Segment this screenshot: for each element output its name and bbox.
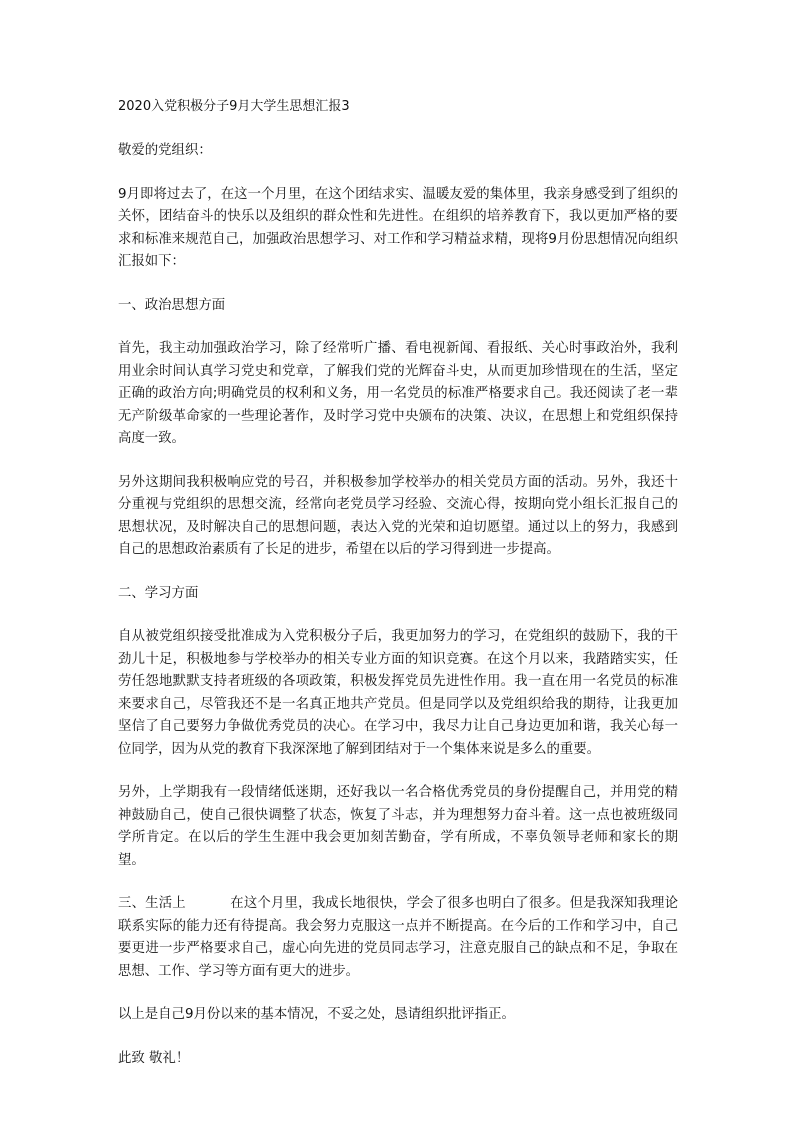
study-paragraph-1: 自从被党组织接受批准成为入党积极分子后，我更加努力的学习，在党组织的鼓励下，我的干劲儿十足，积极地参与学校举办的相关专业方面的知识竞赛。在这个月以来，我踏踏实实，任劳任怨地默默支持者班级的各项政策，积极发挥党员先进性作用。我一直在用一名党员的标准来要求自己，尽管我还不是一名真正地共产党员。但是同学以及党组织给我的期待，让我更加坚信了自己要努力争做优秀党员的决心。在学习中，我尽力让自己身边更加和谐，我关心每一位同学，因为从党的教育下我深深地了解到团结对于一个集体来说是多么的重要。 (118, 629, 678, 757)
intro-paragraph: 9月即将过去了，在这一个月里，在这个团结求实、温暖友爱的集体里，我亲身感受到了组织的关怀，团结奋斗的快乐以及组织的群众性和先进性。在组织的培养教育下，我以更加严格的要求和标准来规范自己，加强政治思想学习、对工作和学习精益求精，现将9月份思想情况向组织汇报如下： (118, 186, 678, 269)
life-paragraph: 三、生活上 在这个月里，我成长地很快，学会了很多也明白了很多。但是我深知我理论联系实际的能力还有待提高。我会努力克服这一点并不断提高。在今后的工作和学习中，自己要更进一步严格要求自己，虚心向先进的党员同志学习，注意克服自己的缺点和不足，争取在思想、工作、学习等方面有更大的进步。 (118, 896, 678, 979)
study-paragraph-2: 另外，上学期我有一段情绪低迷期，还好我以一名合格优秀党员的身份提醒自己，并用党的精神鼓励自己，使自己很快调整了状态，恢复了斗志，并为理想努力奋斗着。这一点也被班级同学所肯定。在以后的学生生涯中我会更加刻苦勤奋，学有所成，不辜负领导老师和家长的期望。 (118, 785, 678, 868)
section-heading-study: 二、学习方面 (118, 585, 199, 601)
politics-paragraph-2: 另外这期间我积极响应党的号召，并积极参加学校举办的相关党员方面的活动。另外，我还十分重视与党组织的思想交流，经常向老党员学习经验、交流心得，按期向党小组长汇报自己的思想状况，及时解决自己的思想问题，表达入党的光荣和迫切愿望。通过以上的努力，我感到自己的思想政治素质有了长足的进步，希望在以后的学习得到进一步提高。 (118, 474, 678, 557)
politics-paragraph-1: 首先，我主动加强政治学习，除了经常听广播、看电视新闻、看报纸、关心时事政治外，我利用业余时间认真学习党史和党章，了解我们党的光辉奋斗史，从而更加珍惜现在的生活，坚定正确的政治方向;明确党员的权利和义务，用一名党员的标准严格要求自己。我还阅读了老一辈无产阶级革命家的一些理论著作，及时学习党中央颁布的决策、决议，在思想上和党组织保持高度一致。 (118, 341, 678, 446)
salutation: 敬爱的党组织： (118, 143, 212, 158)
document-title: 2020入党积极分子9月大学生思想汇报3 (118, 99, 350, 114)
summary-paragraph: 以上是自己9月份以来的基本情况，不妥之处，恳请组织批评指正。 (118, 1007, 515, 1022)
closing-line: 此致 敬礼！ (118, 1050, 190, 1066)
document-page (118, 97, 678, 1070)
section-heading-politics: 一、政治思想方面 (118, 297, 226, 313)
